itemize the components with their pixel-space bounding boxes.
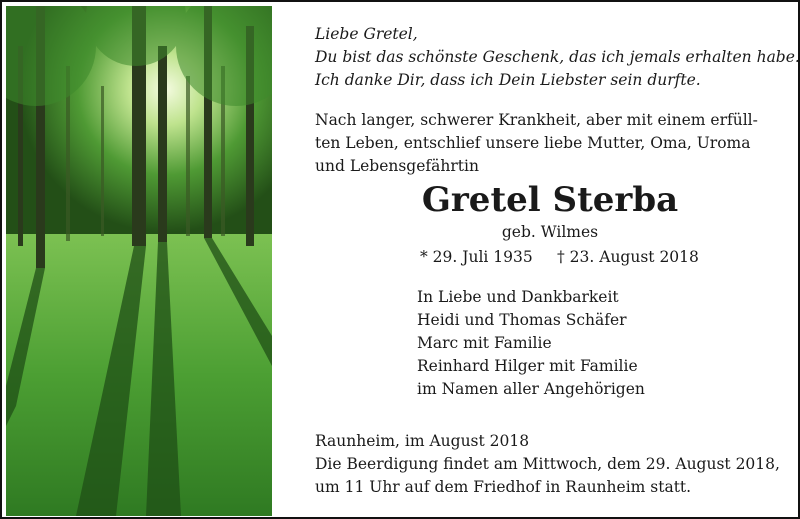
mourner-line: Marc mit Familie [417, 334, 552, 352]
intro-line: und Lebensgefährtin [315, 157, 479, 175]
birth-name: geb. Wilmes [501, 223, 599, 241]
death-date: † 23. August 2018 [557, 248, 699, 266]
mourner-line: In Liebe und Dankbarkeit [417, 288, 619, 306]
motto-verse [315, 23, 800, 92]
intro-line: Nach langer, schwerer Krankheit, aber mit einem erfüll- [315, 111, 758, 129]
funeral-line: Die Beerdigung findet am Mittwoch, dem 29. August 2018, [315, 455, 780, 473]
deceased-name: Gretel Sterba [421, 180, 679, 220]
mourner-line: Heidi und Thomas Schäfer [417, 311, 627, 329]
funeral-info [315, 453, 785, 499]
motto-line: Du bist das schönste Geschenk, das ich jemals erhalten habe. [315, 48, 800, 66]
place-date: Raunheim, im August 2018 [315, 432, 530, 450]
motto-line: Liebe Gretel, [315, 25, 418, 43]
motto-line: Ich danke Dir, dass ich Dein Liebster sein durfte. [315, 71, 701, 89]
mourners-list [417, 286, 777, 401]
sunlit-forest-image [6, 6, 272, 516]
intro-line: ten Leben, entschlief unsere liebe Mutter, Oma, Uroma [315, 134, 751, 152]
funeral-line: um 11 Uhr auf dem Friedhof in Raunheim statt. [315, 478, 692, 496]
birth-date: * 29. Juli 1935 [420, 248, 533, 266]
mourner-line: im Namen aller Angehörigen [417, 380, 645, 398]
forest-photo [6, 6, 272, 516]
mourner-line: Reinhard Hilger mit Familie [417, 357, 638, 375]
death-announcement [315, 109, 777, 178]
